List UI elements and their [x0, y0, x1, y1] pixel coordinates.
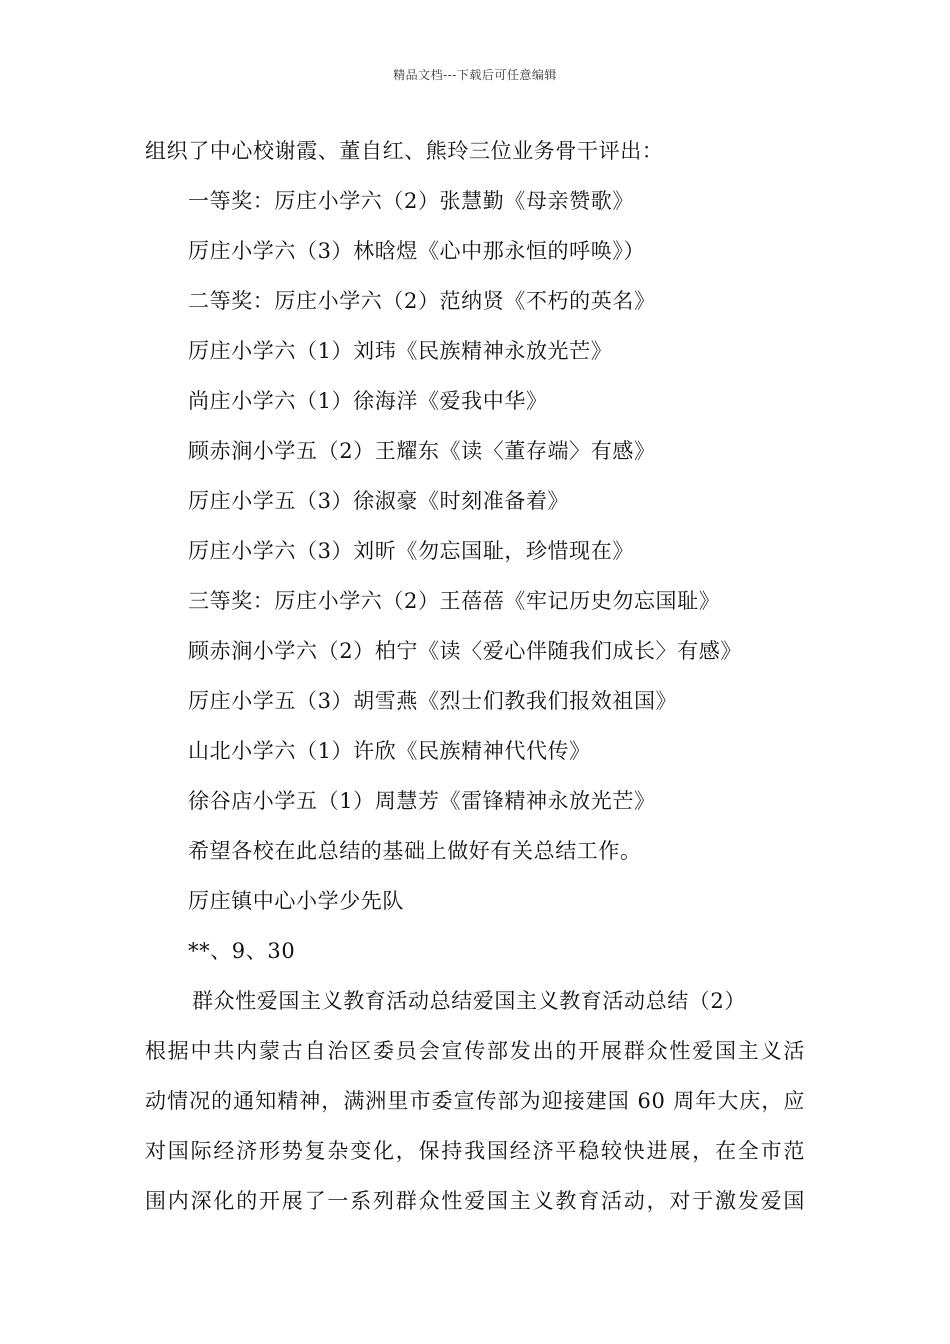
award-line: 顾赤涧小学六（2）柏宁《读〈爱心伴随我们成长〉有感》: [188, 639, 742, 663]
award-line: 顾赤涧小学五（2）王耀东《读〈董存端〉有感》: [188, 439, 656, 463]
award-line: 厉庄小学五（3）徐淑豪《时刻准备着》: [188, 489, 570, 513]
paragraph-line: 围内深化的开展了一系列群众性爱国主义教育活动，对于激发爱国: [145, 1189, 805, 1213]
paragraph-line: 根据中共内蒙古自治区委员会宣传部发出的开展群众性爱国主义活: [145, 1039, 805, 1063]
award-line: 厉庄小学六（1）刘玮《民族精神永放光芒》: [188, 339, 613, 363]
paragraph-title-line: 群众性爱国主义教育活动总结爱国主义教育活动总结（2）: [192, 989, 746, 1013]
page-header: 精品文档---下载后可任意编辑: [393, 68, 557, 82]
award-line: 二等奖：厉庄小学六（2）范纳贤《不朽的英名》: [188, 289, 656, 313]
paragraph-line: 动情况的通知精神，满洲里市委宣传部为迎接建国 60 周年大庆，应: [145, 1089, 805, 1113]
award-line: 徐谷店小学五（1）周慧芳《雷锋精神永放光芒》: [188, 789, 656, 813]
text-line: 希望各校在此总结的基础上做好有关总结工作。: [188, 839, 642, 863]
award-line: 三等奖：厉庄小学六（2）王蓓蓓《牢记历史勿忘国耻》: [188, 589, 721, 613]
award-line: 厉庄小学六（3）林晗煜《心中那永恒的呼唤》）: [188, 239, 646, 263]
award-line: 厉庄小学五（3）胡雪燕《烈士们教我们报效祖国》: [188, 689, 678, 713]
award-line: 尚庄小学六（1）徐海洋《爱我中华》: [188, 389, 548, 413]
award-line: 一等奖：厉庄小学六（2）张慧勤《母亲赞歌》: [188, 189, 634, 213]
date-line: **、9、30: [188, 939, 296, 963]
signature-line: 厉庄镇中心小学少先队: [188, 889, 404, 913]
award-line: 山北小学六（1）许欣《民族精神代代传》: [188, 739, 591, 763]
paragraph-line: 对国际经济形势复杂变化，保持我国经济平稳较快进展，在全市范: [145, 1139, 805, 1163]
award-line: 厉庄小学六（3）刘昕《勿忘国耻，珍惜现在》: [188, 539, 634, 563]
text-line: 组织了中心校谢霞、董自红、熊玲三位业务骨干评出：: [145, 139, 664, 163]
